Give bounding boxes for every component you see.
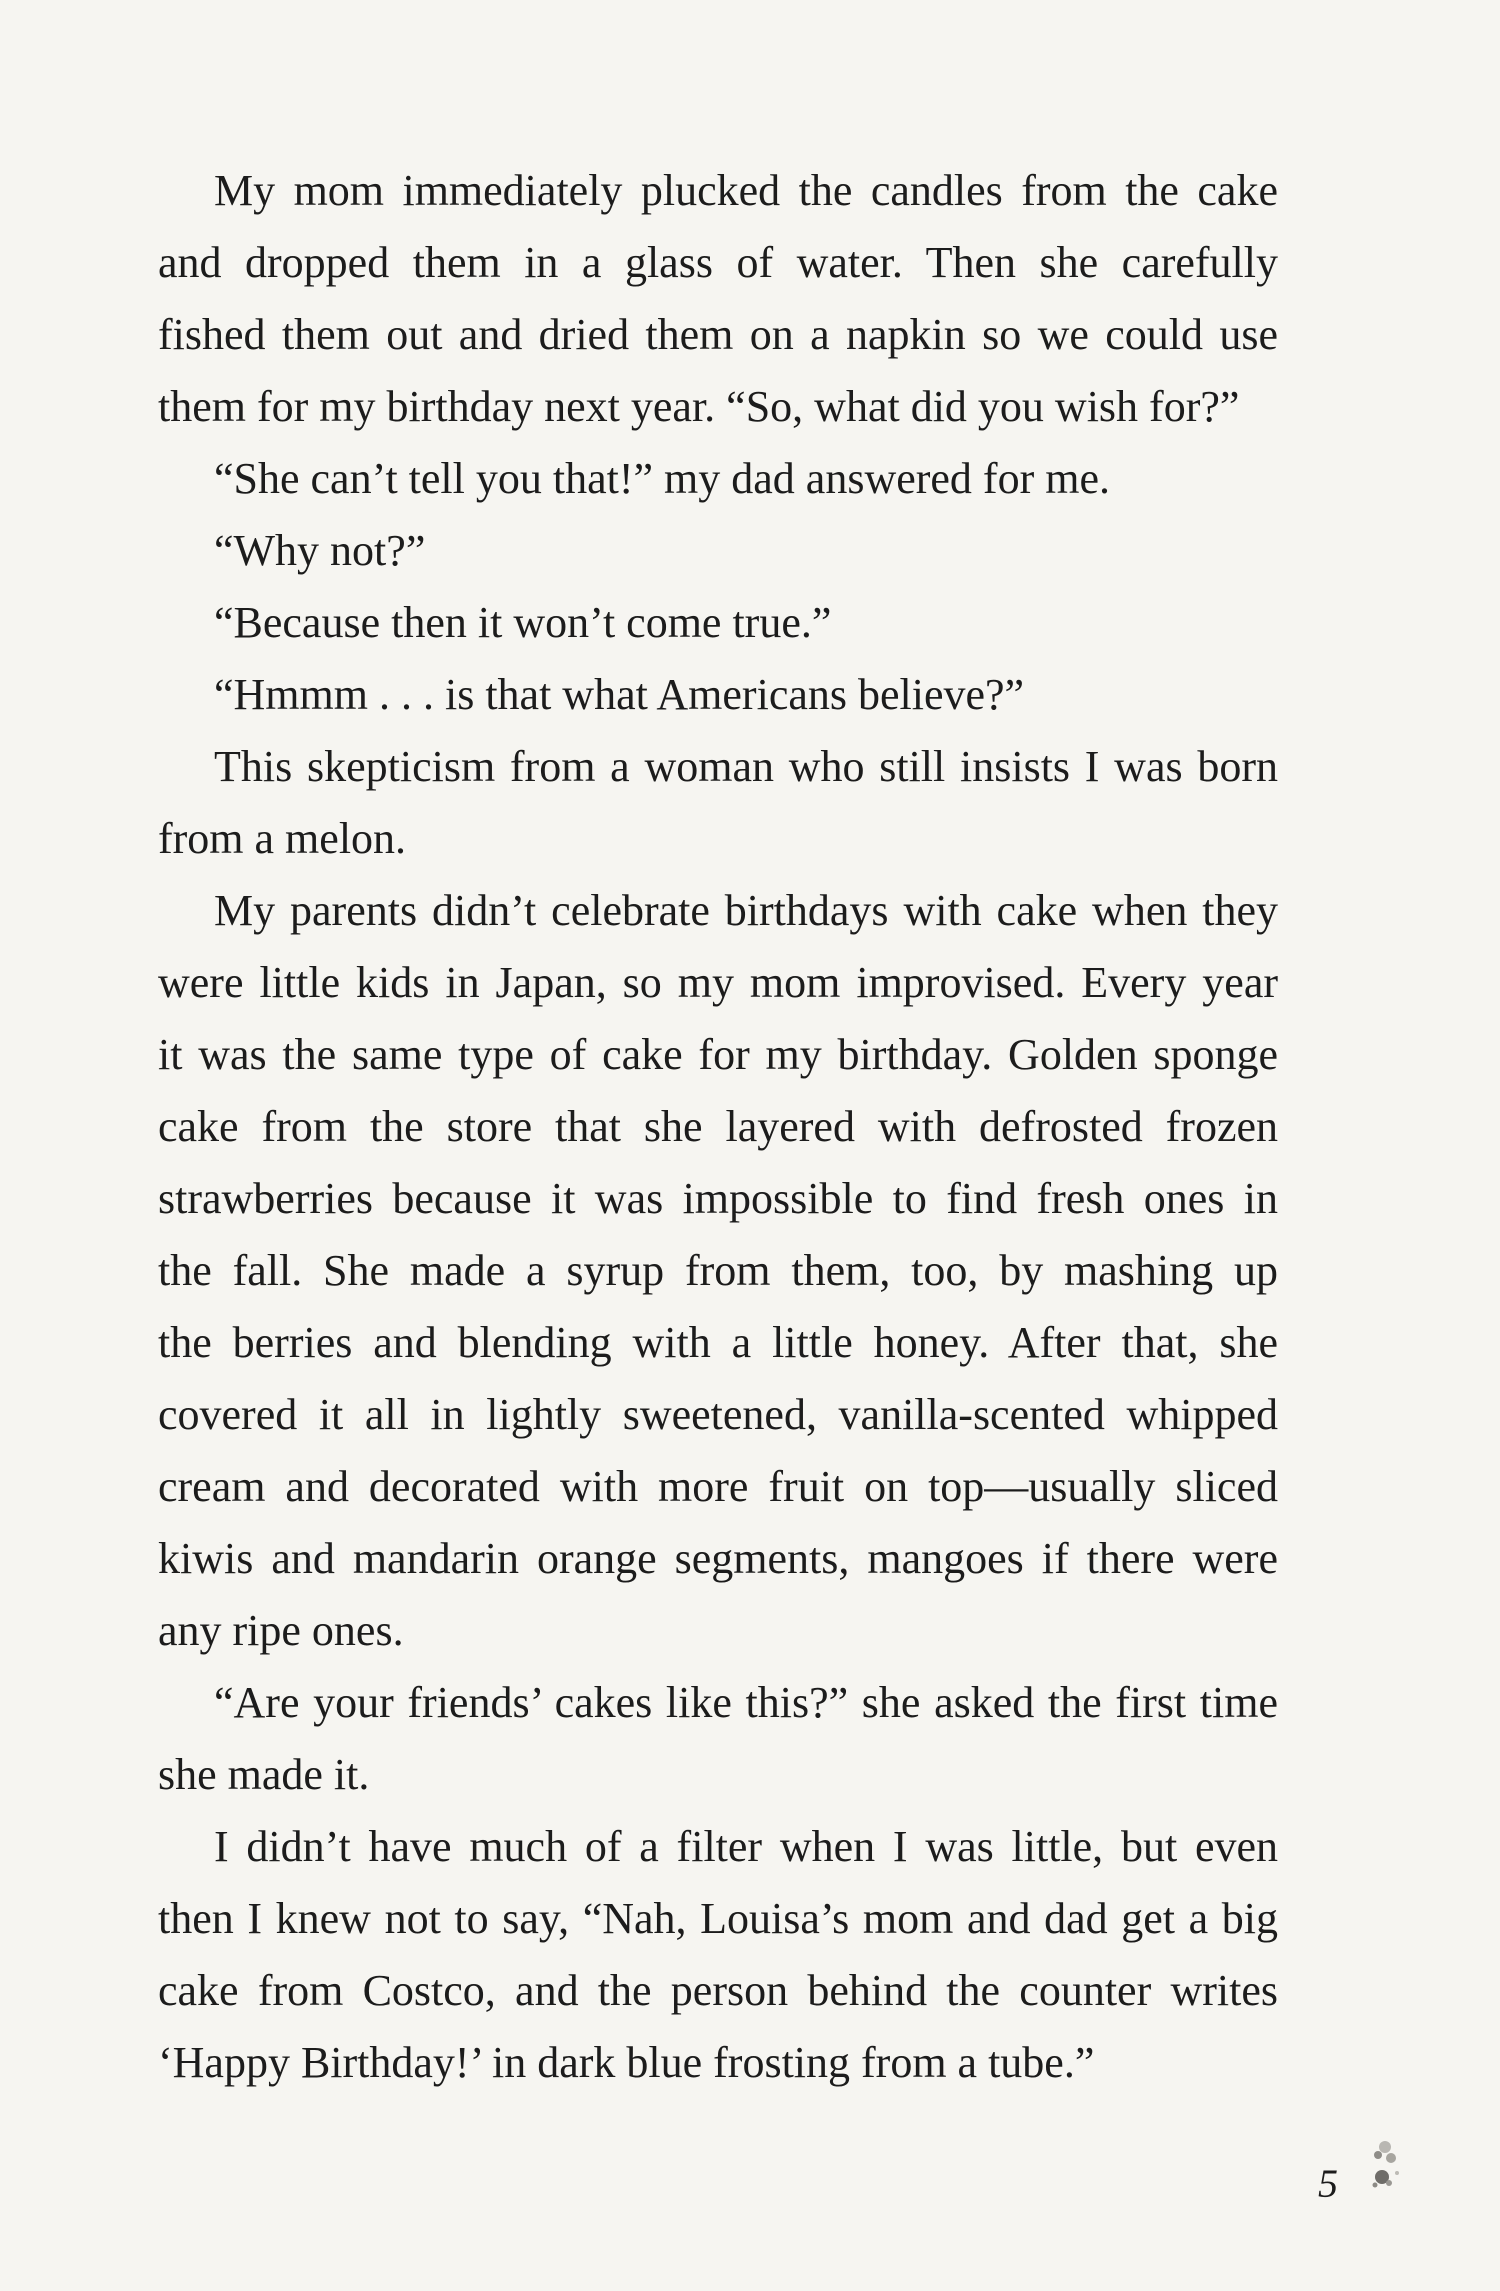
text-line: the fall. She made a syrup from them, too, by mashing up	[158, 1246, 1278, 1295]
text-line: she made it.	[158, 1750, 370, 1799]
text-line: fished them out and dried them on a napkin so we could use	[158, 310, 1278, 359]
text-line: cake from Costco, and the person behind the counter writes	[158, 1966, 1278, 2015]
body-text	[158, 155, 1278, 2099]
text-line: I didn’t have much of a filter when I was little, but even	[214, 1822, 1278, 1871]
text-line: “Why not?”	[214, 526, 426, 575]
text-line: were little kids in Japan, so my mom improvised. Every year	[158, 958, 1278, 1007]
text-line: and dropped them in a glass of water. Then she carefully	[158, 238, 1278, 287]
text-line: “Are your friends’ cakes like this?” she asked the first time	[214, 1678, 1278, 1727]
page-number: 5	[1318, 2161, 1338, 2206]
text-line: then I knew not to say, “Nah, Louisa’s mom and dad get a big	[158, 1894, 1278, 1943]
text-line: any ripe ones.	[158, 1606, 404, 1655]
text-line: This skepticism from a woman who still insists I was born	[214, 742, 1278, 791]
text-line: “Hmmm . . . is that what Americans believe?”	[214, 670, 1025, 719]
text-line: them for my birthday next year. “So, what did you wish for?”	[158, 382, 1240, 431]
text-line: My parents didn’t celebrate birthdays with cake when they	[214, 886, 1278, 935]
text-line: “She can’t tell you that!” my dad answered for me.	[214, 454, 1110, 503]
text-line: cake from the store that she layered with defrosted frozen	[158, 1102, 1278, 1151]
text-line: from a melon.	[158, 814, 407, 863]
text-line: the berries and blending with a little honey. After that, she	[158, 1318, 1278, 1367]
text-line: covered it all in lightly sweetened, vanilla-scented whipped	[158, 1390, 1278, 1439]
text-line: “Because then it won’t come true.”	[214, 598, 832, 647]
text-line: strawberries because it was impossible to find fresh ones in	[158, 1174, 1278, 1223]
text-line: kiwis and mandarin orange segments, mangoes if there were	[158, 1534, 1278, 1583]
text-line: cream and decorated with more fruit on top—usually sliced	[158, 1462, 1278, 1511]
text-line: it was the same type of cake for my birthday. Golden sponge	[158, 1030, 1278, 1079]
ink-smudge-icon	[1345, 2125, 1415, 2215]
text-line: My mom immediately plucked the candles from the cake	[214, 166, 1278, 215]
text-line: ‘Happy Birthday!’ in dark blue frosting from a tube.”	[158, 2038, 1095, 2087]
